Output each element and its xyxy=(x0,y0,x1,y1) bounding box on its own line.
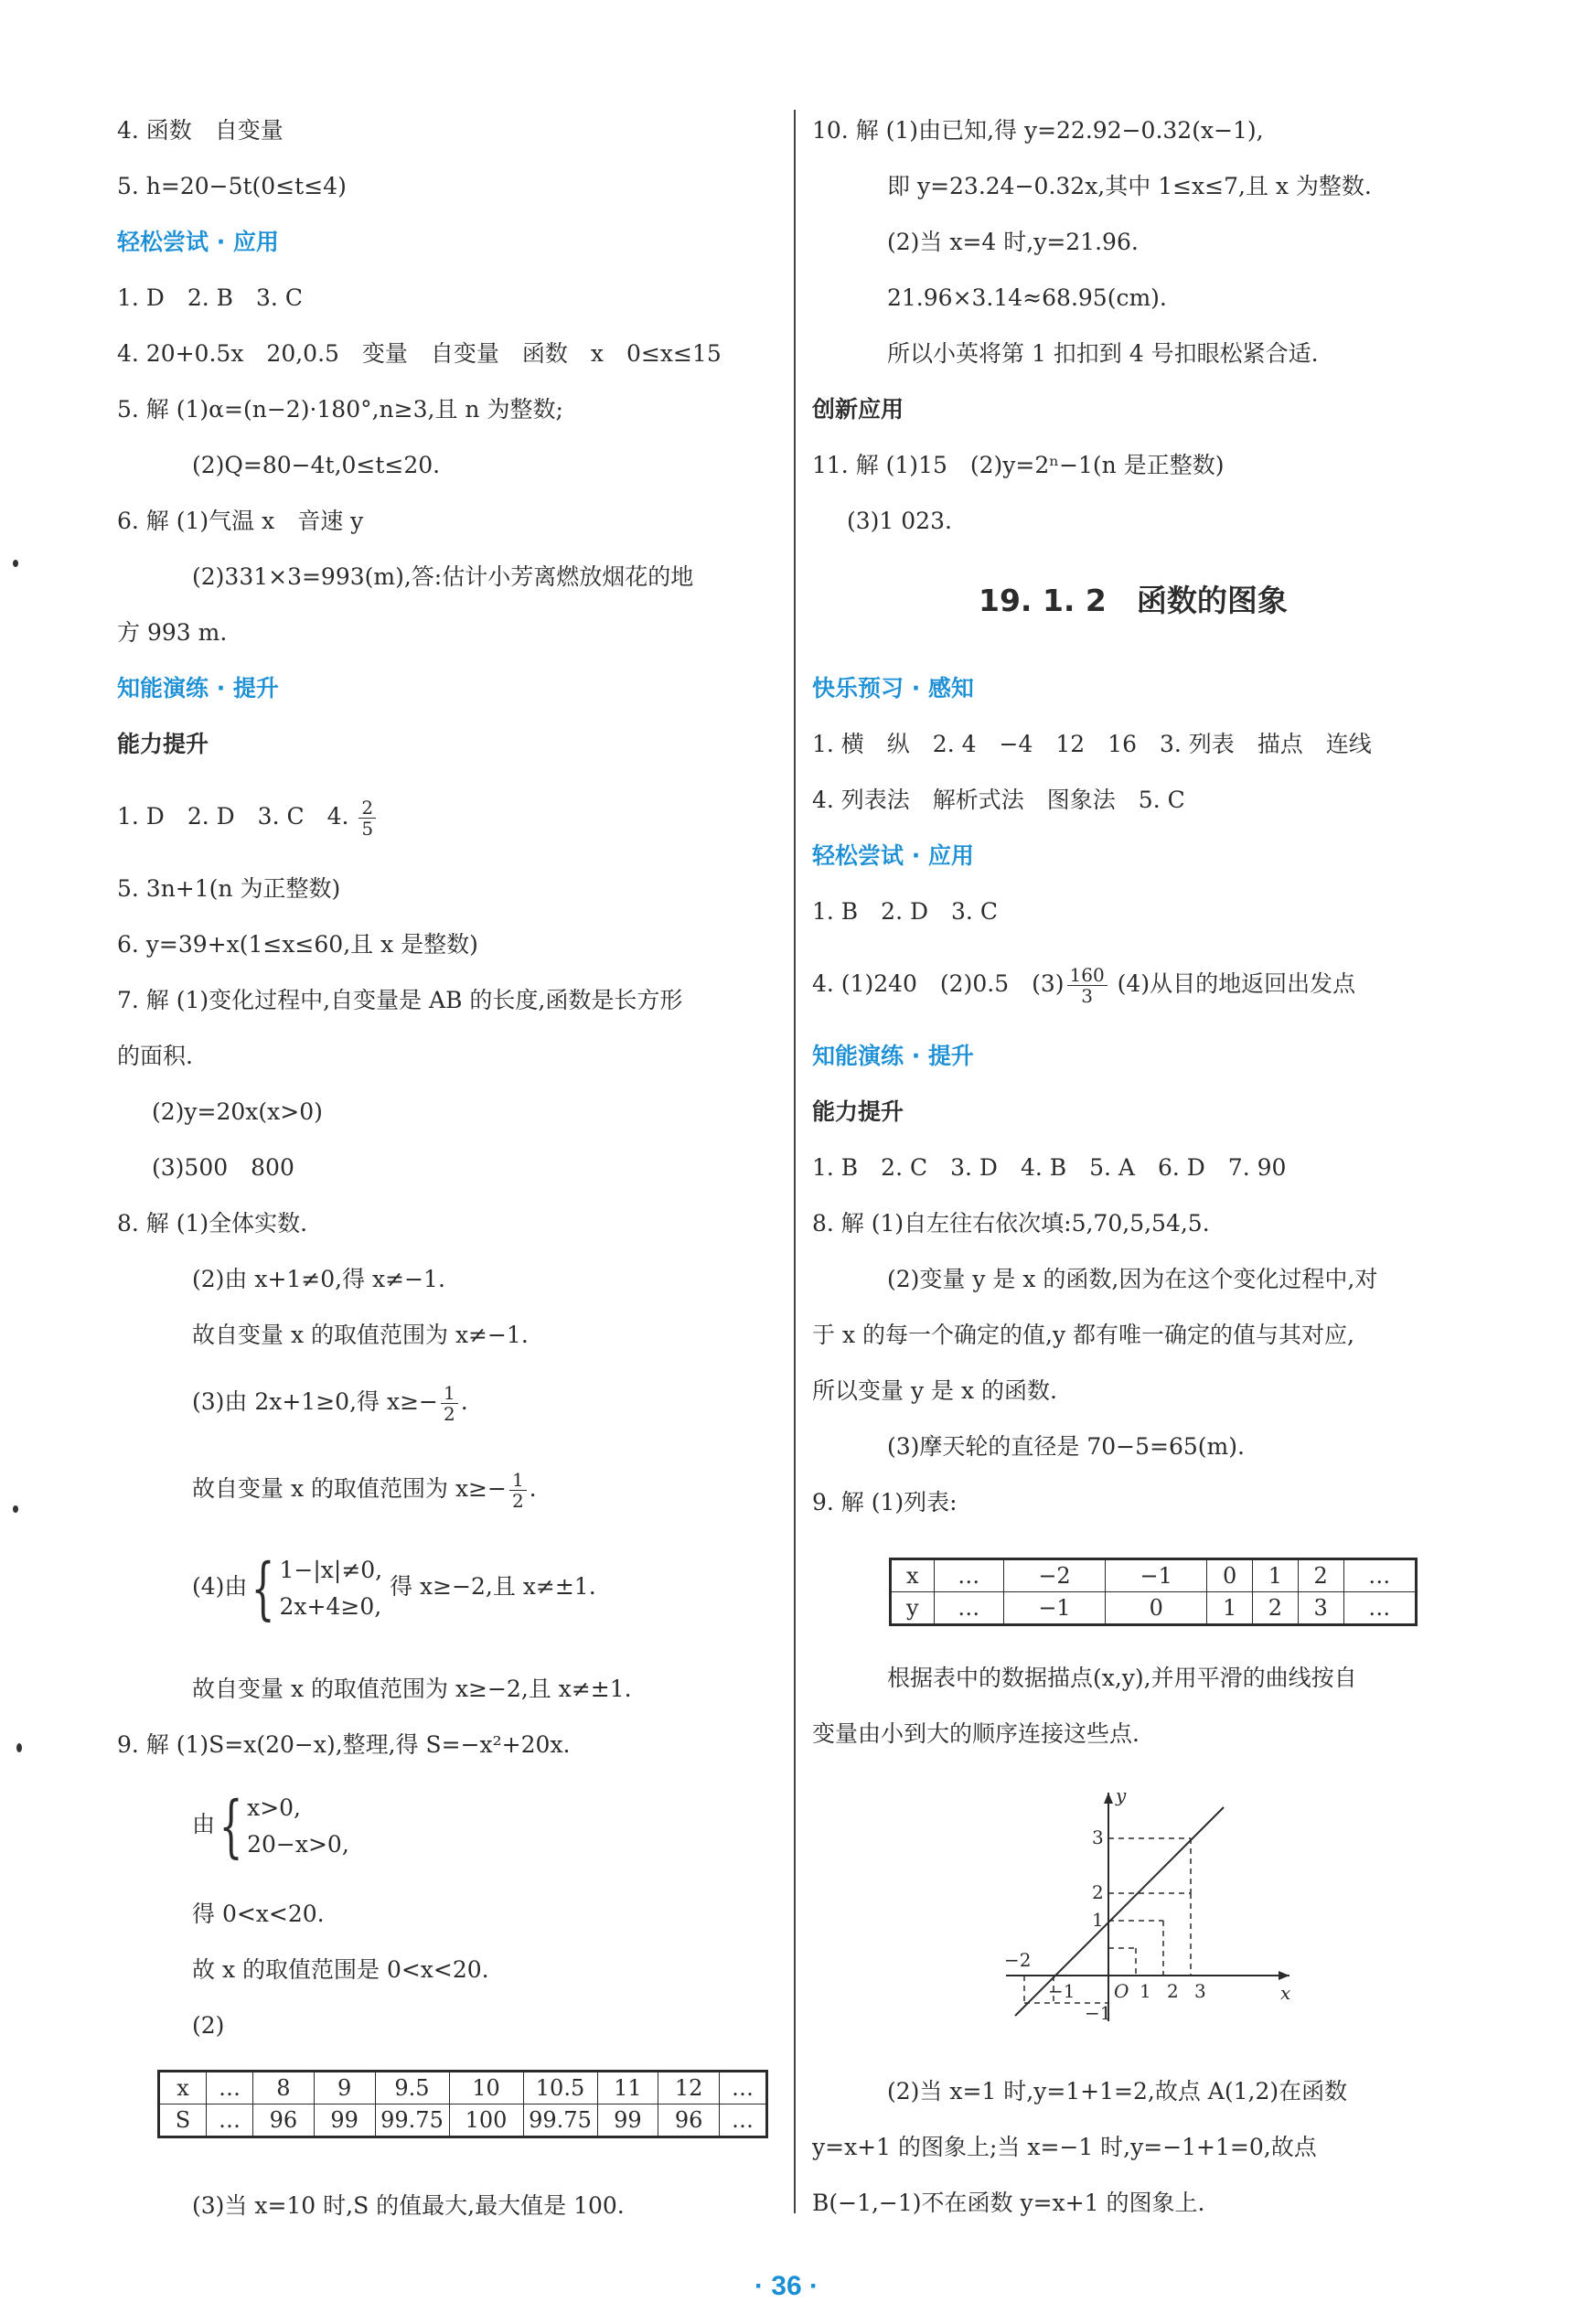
x-tick-label: 1 xyxy=(1140,1980,1151,2002)
answer-line: 6. y=39+x(1≤x≤60,且 x 是整数) xyxy=(117,931,478,958)
answer-line: 5. 解 (1)α=(n−2)·180°,n≥3,且 n 为整数; xyxy=(117,396,563,423)
x-tick-label: 3 xyxy=(1194,1980,1206,2002)
answer-line: 8. 解 (1)自左往右依次填:5,70,5,54,5. xyxy=(812,1210,1210,1237)
answer-line: (3)500 800 xyxy=(152,1154,294,1181)
answer-line: (3)1 023. xyxy=(847,508,952,534)
column-divider xyxy=(794,110,796,2213)
answer-line: 10. 解 (1)由已知,得 y=22.92−0.32(x−1), xyxy=(812,117,1264,144)
answer-line: (2)Q=80−4t,0≤t≤20. xyxy=(192,452,441,478)
brace: { xyxy=(219,1786,243,1866)
answer-line: 由{ x>0, 20−x>0, xyxy=(192,1786,349,1866)
value-table-s xyxy=(157,2070,768,2138)
section-heading: 快乐预习 · 感知 xyxy=(812,675,974,701)
answer-line: (2)当 x=1 时,y=1+1=2,故点 A(1,2)在函数 xyxy=(887,2078,1348,2104)
answer-line: 故自变量 x 的取值范围为 x≥−2,且 x≠±1. xyxy=(192,1676,632,1702)
scan-mark xyxy=(13,560,18,567)
answer-line: 方 993 m. xyxy=(117,619,228,646)
value-table-xy xyxy=(889,1558,1418,1626)
y-tick-label: 2 xyxy=(1092,1881,1104,1903)
section-heading: 轻松尝试 · 应用 xyxy=(117,229,279,255)
equation-system: x>0, 20−x>0, xyxy=(247,1794,349,1858)
answer-line: 根据表中的数据描点(x,y),并用平滑的曲线按自 xyxy=(887,1665,1357,1691)
answer-line: 8. 解 (1)全体实数. xyxy=(117,1210,308,1237)
x-axis-arrow xyxy=(1279,1971,1289,1980)
fraction: $\frac{1}{2}$ xyxy=(509,1470,527,1511)
y-axis-arrow xyxy=(1104,1793,1113,1804)
answer-line: 4. 20+0.5x 20,0.5 变量 自变量 函数 x 0≤x≤15 xyxy=(117,340,722,367)
x-tick-label: −2 xyxy=(1004,1949,1032,1971)
x-tick-label: −1 xyxy=(1048,1980,1075,2002)
table-row: x … −2 −1 0 1 2 … xyxy=(891,1559,1417,1592)
fraction: $\frac{160}{3}$ xyxy=(1067,965,1108,1006)
answer-line: (2)变量 y 是 x 的函数,因为在这个变化过程中,对 xyxy=(887,1266,1378,1292)
answer-line: 5. h=20−5t(0≤t≤4) xyxy=(117,173,347,199)
answer-line: 1. D 2. B 3. C xyxy=(117,284,303,311)
answer-line: (2)331×3=993(m),答:估计小芳离燃放烟花的地 xyxy=(192,563,694,590)
subsection-heading: 能力提升 xyxy=(117,731,209,757)
answer-line: 1. B 2. C 3. D 4. B 5. A 6. D 7. 90 xyxy=(812,1154,1287,1181)
origin-label: O xyxy=(1114,1980,1129,2002)
y-tick-label: 3 xyxy=(1092,1826,1104,1848)
answer-line: 故自变量 x 的取值范围为 x≥− $\frac{1}{2}$ . xyxy=(192,1469,537,1512)
section-heading: 知能演练 · 提升 xyxy=(117,675,279,701)
answer-line: (3)摩天轮的直径是 70−5=65(m). xyxy=(887,1433,1245,1460)
y-axis-label: y xyxy=(1116,1784,1127,1806)
answer-line: 即 y=23.24−0.32x,其中 1≤x≤7,且 x 为整数. xyxy=(887,173,1372,199)
answer-line: 1. 横 纵 2. 4 −4 12 16 3. 列表 描点 连线 xyxy=(812,731,1372,757)
fraction: $\frac{2}{5}$ xyxy=(358,798,376,839)
answer-line: 故 x 的取值范围是 0<x<20. xyxy=(192,1956,489,1983)
section-heading: 知能演练 · 提升 xyxy=(812,1043,974,1069)
answer-line: 11. 解 (1)15 (2)y=2ⁿ−1(n 是正整数) xyxy=(812,452,1225,478)
y-tick-label: −1 xyxy=(1085,2002,1112,2024)
answer-line: 7. 解 (1)变化过程中,自变量是 AB 的长度,函数是长方形 xyxy=(117,987,683,1013)
answer-line: 4. (1)240 (2)0.5 (3) $\frac{160}{3}$ (4)从目的地返回出发点 xyxy=(812,964,1356,1007)
scan-mark xyxy=(16,1743,22,1752)
answer-line: 于 x 的每一个确定的值,y 都有唯一确定的值与其对应, xyxy=(812,1322,1354,1348)
answer-line: (2)由 x+1≠0,得 x≠−1. xyxy=(192,1266,445,1292)
answer-line: (3)当 x=10 时,S 的值最大,最大值是 100. xyxy=(192,2192,625,2219)
answer-line: 所以变量 y 是 x 的函数. xyxy=(812,1377,1057,1404)
page-title: 19. 1. 2 函数的图象 xyxy=(979,583,1288,618)
subsection-heading: 创新应用 xyxy=(812,396,904,423)
answer-line: 的面积. xyxy=(117,1043,193,1069)
page-number: · 36 · xyxy=(754,2271,819,2301)
answer-line: 故自变量 x 的取值范围为 x≠−1. xyxy=(192,1322,529,1348)
answer-line: 变量由小到大的顺序连接这些点. xyxy=(812,1720,1140,1747)
answer-line: 6. 解 (1)气温 x 音速 y xyxy=(117,508,364,534)
answer-line: 所以小英将第 1 扣扣到 4 号扣眼松紧合适. xyxy=(887,340,1319,367)
brace: { xyxy=(251,1548,275,1628)
function-graph xyxy=(997,1783,1308,2040)
answer-line: 1. B 2. D 3. C xyxy=(812,898,998,925)
answer-line: 4. 列表法 解析式法 图象法 5. C xyxy=(812,787,1185,813)
answer-line: 4. 函数 自变量 xyxy=(117,117,284,144)
y-tick-label: 1 xyxy=(1092,1909,1104,1931)
table-row: y … −1 0 1 2 3 … xyxy=(891,1592,1417,1625)
section-heading: 轻松尝试 · 应用 xyxy=(812,842,974,869)
answer-line: 9. 解 (1)列表: xyxy=(812,1489,958,1515)
answer-line: 5. 3n+1(n 为正整数) xyxy=(117,875,341,902)
answer-line: 1. D 2. D 3. C 4. $\frac{2}{5}$ xyxy=(117,798,379,839)
answer-line: (3)由 2x+1≥0,得 x≥− $\frac{1}{2}$ . xyxy=(192,1382,468,1425)
equation-system: 1−|x|≠0, 2x+4≥0, xyxy=(279,1556,383,1620)
answer-line: 9. 解 (1)S=x(20−x),整理,得 S=−x²+20x. xyxy=(117,1731,571,1758)
answer-line: (4)由{ 1−|x|≠0, 2x+4≥0, 得 x≥−2,且 x≠±1. xyxy=(192,1548,596,1628)
answer-line: (2)当 x=4 时,y=21.96. xyxy=(887,229,1139,255)
x-axis-label: x xyxy=(1280,1982,1291,2004)
table-row: S … 96 99 99.75 100 99.75 99 96 … xyxy=(159,2104,767,2137)
answer-line: 得 0<x<20. xyxy=(192,1901,325,1927)
scan-mark xyxy=(13,1505,18,1513)
answer-line: (2) xyxy=(192,2012,225,2039)
answer-line: B(−1,−1)不在函数 y=x+1 的图象上. xyxy=(812,2190,1205,2216)
answer-line: (2)y=20x(x>0) xyxy=(152,1098,323,1125)
answer-line: y=x+1 的图象上;当 x=−1 时,y=−1+1=0,故点 xyxy=(812,2134,1317,2160)
fraction: $\frac{1}{2}$ xyxy=(441,1383,458,1424)
subsection-heading: 能力提升 xyxy=(812,1098,904,1125)
x-tick-label: 2 xyxy=(1167,1980,1179,2002)
answer-line: 21.96×3.14≈68.95(cm). xyxy=(887,284,1167,311)
table-row: x … 8 9 9.5 10 10.5 11 12 … xyxy=(159,2072,767,2104)
